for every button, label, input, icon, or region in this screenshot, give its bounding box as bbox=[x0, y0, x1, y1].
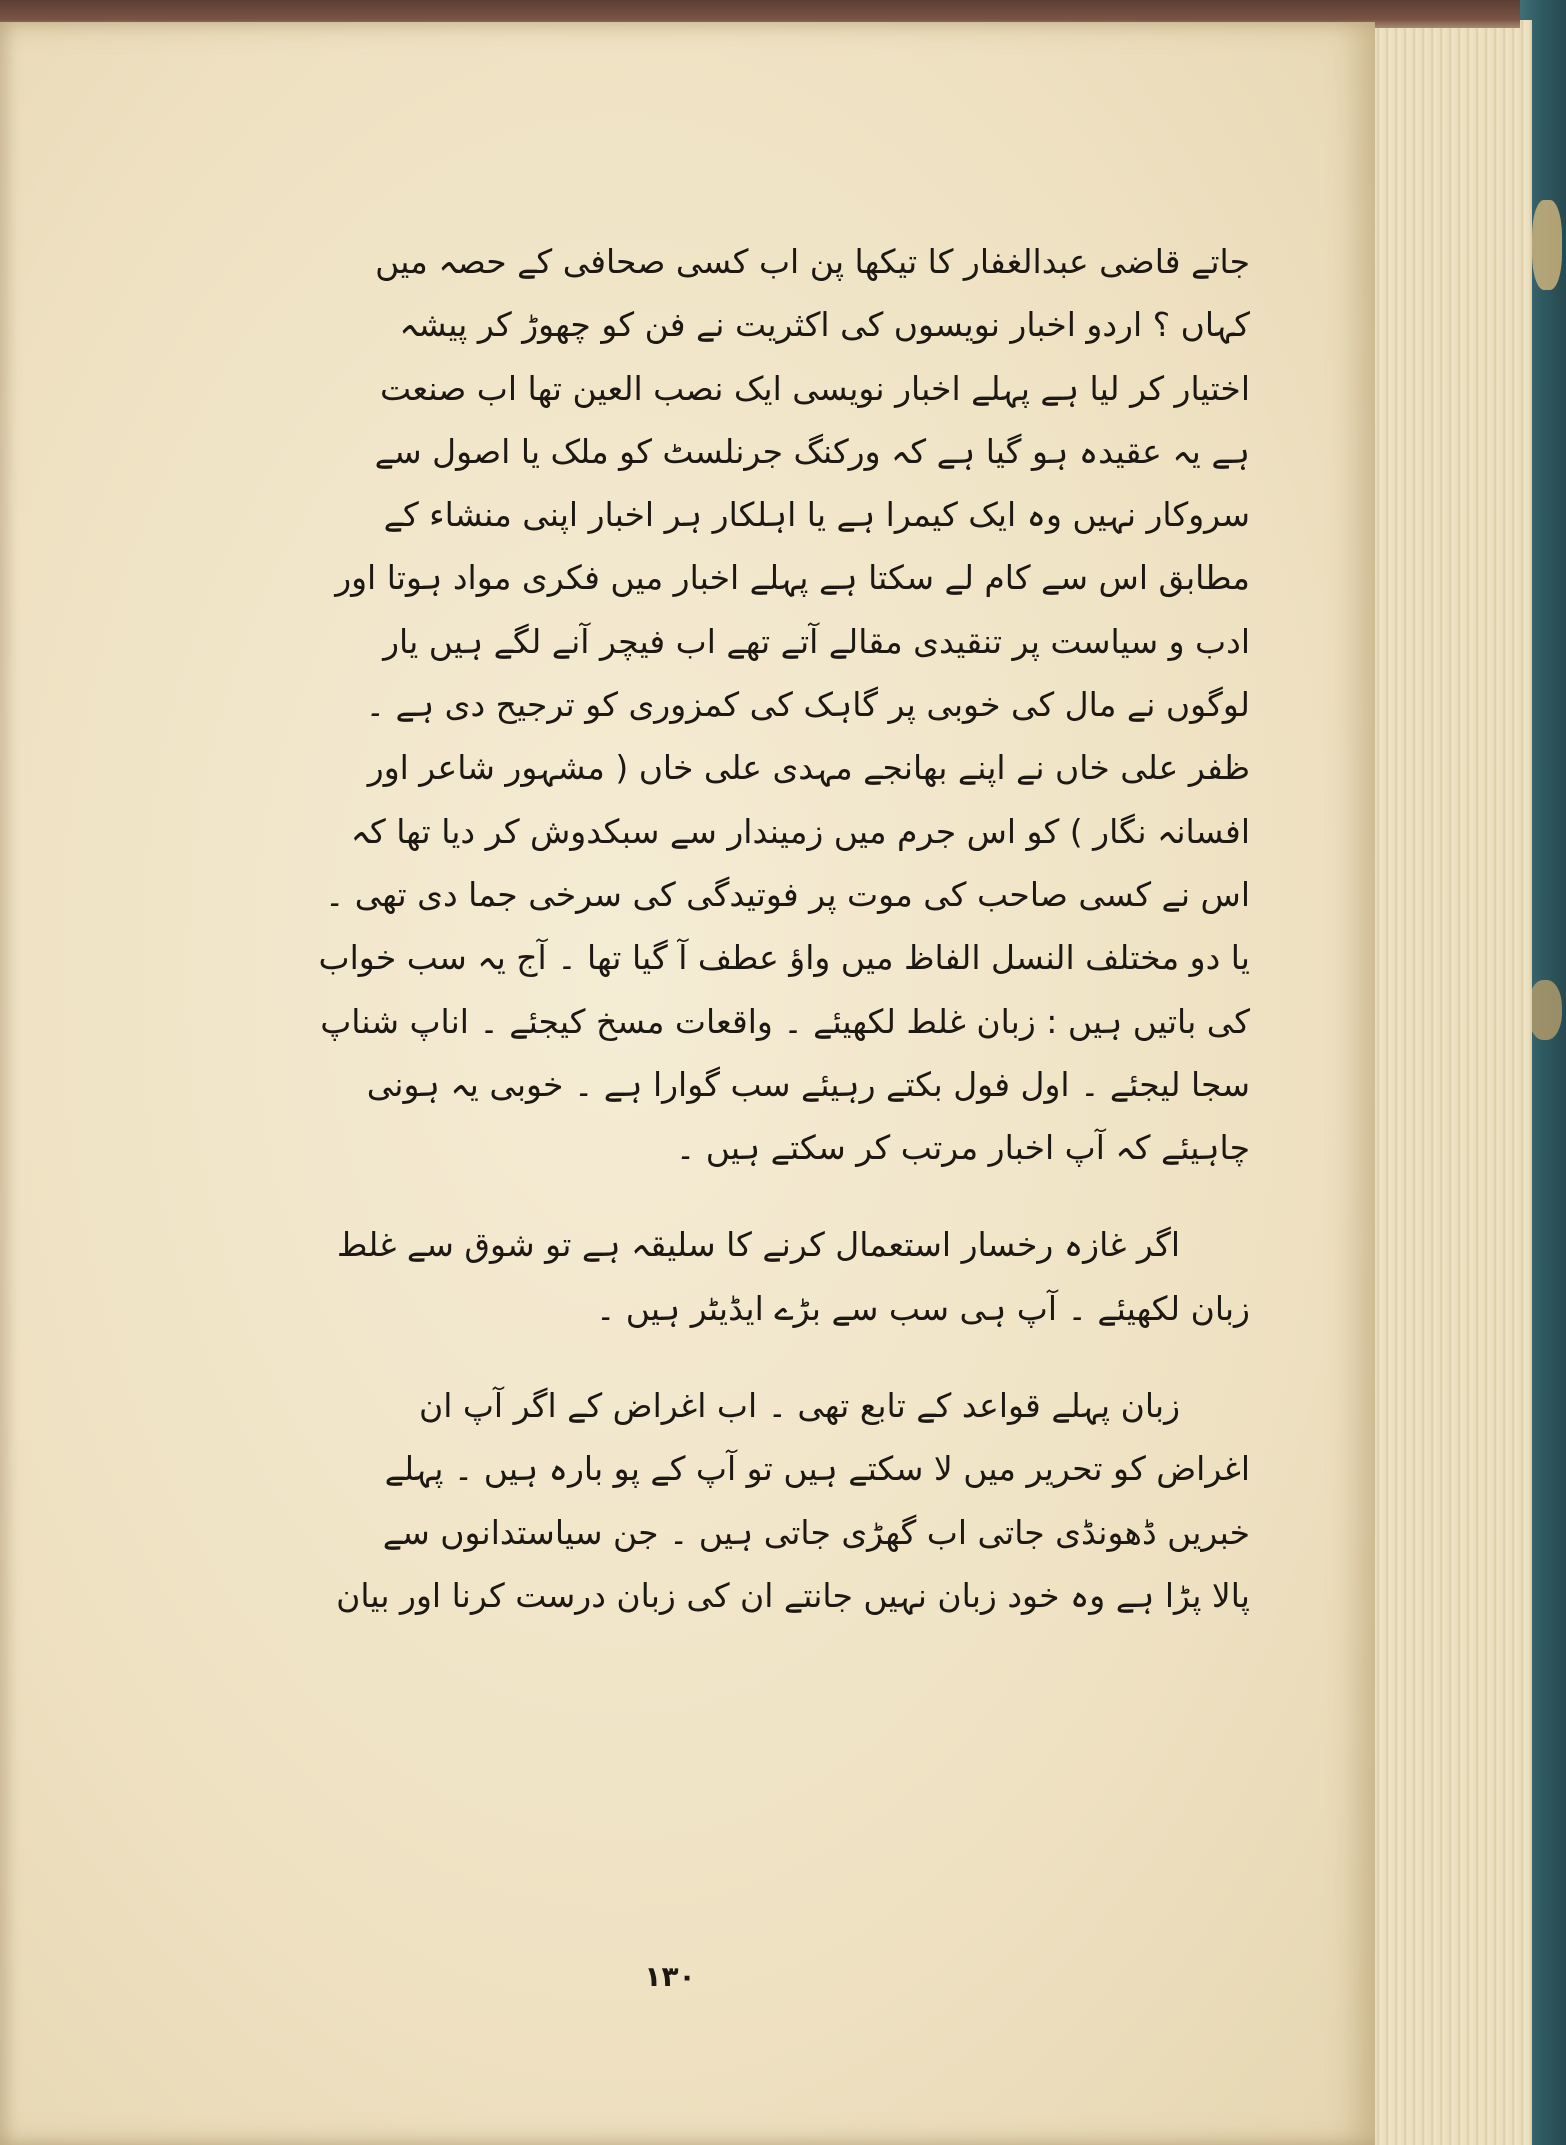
page-number: ١٣٠ bbox=[644, 1960, 696, 1993]
cover-stain bbox=[1528, 980, 1562, 1040]
text-line: جاتے قاضی عبدالغفار کا تیکھا پن اب کسی صحافی کے حصہ میں bbox=[375, 242, 1250, 281]
cover-stain bbox=[1532, 200, 1562, 290]
text-line: ہے یہ عقیدہ ہو گیا ہے کہ ورکنگ جرنلسٹ کو ملک یا اصول سے bbox=[374, 431, 1250, 471]
text-line: اغراض کو تحریر میں لا سکتے ہیں تو آپ کے پو بارہ ہیں ۔ پہلے bbox=[384, 1449, 1250, 1489]
paragraph-2 bbox=[145, 1213, 1250, 1340]
page-stack-edges bbox=[1360, 20, 1532, 2145]
text-line: کہاں ؟ اردو اخبار نویسوں کی اکثریت نے فن کو چھوڑ کر پیشہ bbox=[399, 305, 1250, 345]
paragraph-3 bbox=[145, 1374, 1250, 1627]
text-line: چاہیئے کہ آپ اخبار مرتب کر سکتے ہیں ۔ bbox=[675, 1128, 1250, 1168]
text-line: لوگوں نے مال کی خوبی پر گاہک کی کمزوری کو ترجیح دی ہے ۔ bbox=[365, 685, 1250, 725]
text-line: ادب و سیاست پر تنقیدی مقالے آتے تھے اب فیچر آنے لگے ہیں یار bbox=[383, 621, 1250, 661]
text-line: زبان لکھیئے ۔ آپ ہی سب سے بڑے ایڈیٹر ہیں ۔ bbox=[595, 1288, 1250, 1328]
text-line: یا دو مختلف النسل الفاظ میں واؤ عطف آ گیا تھا ۔ آج یہ سب خواب bbox=[318, 938, 1250, 978]
text-line: زبان پہلے قواعد کے تابع تھی ۔ اب اغراض کے اگر آپ ان bbox=[418, 1386, 1180, 1426]
text-line: کی باتیں ہیں : زبان غلط لکھیئے ۔ واقعات مسخ کیجئے ۔ اناپ شناپ bbox=[320, 1001, 1250, 1041]
text-line: اس نے کسی صاحب کی موت پر فوتیدگی کی سرخی جما دی تھی ۔ bbox=[324, 874, 1250, 914]
text-line: خبریں ڈھونڈی جاتی اب گھڑی جاتی ہیں ۔ جن سیاستدانوں سے bbox=[382, 1512, 1250, 1552]
text-line: مطابق اس سے کام لے سکتا ہے پہلے اخبار میں فکری مواد ہوتا اور bbox=[335, 558, 1250, 598]
text-line: اختیار کر لیا ہے پہلے اخبار نویسی ایک نصب العین تھا اب صنعت bbox=[380, 368, 1250, 408]
paragraph-gap bbox=[145, 1179, 1250, 1213]
text-line: سروکار نہیں وہ ایک کیمرا ہے یا اہلکار ہر اخبار اپنی منشاء کے bbox=[383, 495, 1250, 535]
text-line: ظفر علی خاں نے اپنے بھانجے مہدی علی خاں ( مشہور شاعر اور bbox=[367, 748, 1250, 788]
text-line: افسانہ نگار ) کو اس جرم میں زمیندار سے سبکدوش کر دیا تھا کہ bbox=[350, 811, 1250, 851]
page-text bbox=[145, 230, 1250, 1627]
paragraph-1 bbox=[145, 230, 1250, 1179]
paragraph-gap bbox=[145, 1340, 1250, 1374]
text-line: اگر غازہ رخسار استعمال کرنے کا سلیقہ ہے تو شوق سے غلط bbox=[336, 1225, 1180, 1265]
text-line: سجا لیجئے ۔ اول فول بکتے رہیئے سب گوارا ہے ۔ خوبی یہ ہونی bbox=[366, 1064, 1250, 1104]
text-line: پالا پڑا ہے وہ خود زبان نہیں جانتے ان کی زبان درست کرنا اور بیان bbox=[336, 1575, 1250, 1615]
